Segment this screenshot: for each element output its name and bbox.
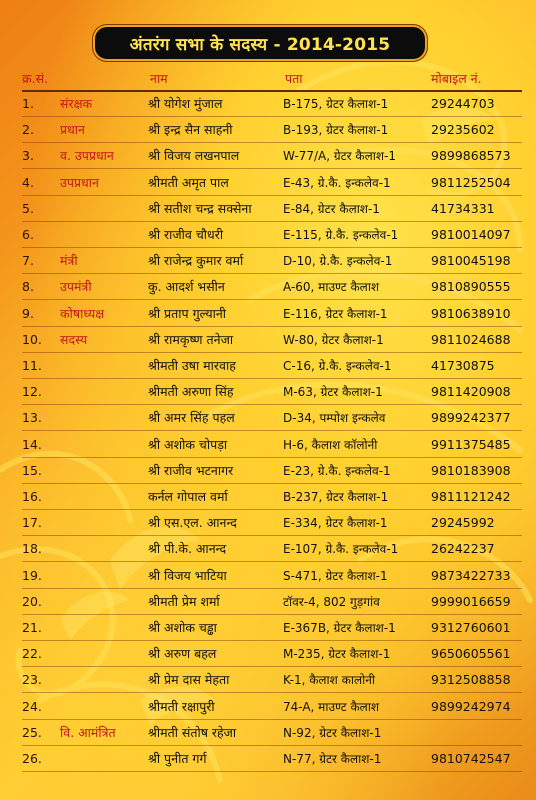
table-row <box>0 722 536 744</box>
member-number: 24. <box>22 698 42 714</box>
table-row <box>0 355 536 377</box>
member-post: व. उपप्रधान <box>60 148 114 164</box>
member-name: श्रीमती अरुणा सिंह <box>148 384 234 400</box>
member-address: W-80, ग्रेटर कैलाश-1 <box>283 332 384 347</box>
member-address: D-34, पम्पोश इन्कलेव <box>283 411 386 426</box>
table-row <box>0 591 536 613</box>
row-divider <box>22 299 522 300</box>
member-number: 13. <box>22 410 42 426</box>
table-row <box>0 486 536 508</box>
member-number: 21. <box>22 620 42 635</box>
member-number: 12. <box>22 384 42 400</box>
header-name: नाम <box>150 71 168 86</box>
member-name: कु. आदर्श भसीन <box>148 279 225 295</box>
member-number: 15. <box>22 462 42 478</box>
member-number: 16. <box>22 489 42 504</box>
member-address: B-237, ग्रेटर कैलाश-1 <box>283 490 389 504</box>
row-divider <box>22 457 522 458</box>
member-address: A-60, माउण्ट कैलाश <box>283 280 380 295</box>
header-address: पता <box>285 71 303 86</box>
row-divider <box>22 142 522 143</box>
member-name: श्री एस.एल. आनन्द <box>148 515 237 531</box>
member-number: 26. <box>22 751 42 766</box>
member-number: 10. <box>22 331 42 347</box>
row-divider <box>22 771 522 772</box>
member-mobile: 9911375485 <box>431 436 511 452</box>
page-title: अंतरंग सभा के सदस्य - 2014-2015 <box>129 34 391 55</box>
row-divider <box>22 588 522 589</box>
member-number: 18. <box>22 541 42 557</box>
row-divider <box>22 640 522 641</box>
member-name: श्री अमर सिंह पहल <box>148 410 235 426</box>
table-row <box>0 512 536 534</box>
member-mobile: 9312760601 <box>431 620 511 635</box>
row-divider <box>22 195 522 196</box>
member-number: 7. <box>22 253 34 269</box>
table-header <box>0 68 536 90</box>
member-address: 74-A, माउण्ट कैलाश <box>283 699 380 714</box>
member-name: श्री राजीव भटनागर <box>148 462 234 478</box>
member-number: 2. <box>22 122 34 138</box>
header-mobile: मोबाइल नं. <box>431 71 482 86</box>
member-mobile: 9312508858 <box>431 672 511 688</box>
member-number: 3. <box>22 148 34 164</box>
table-row <box>0 669 536 691</box>
member-address: E-43, ग्रे.कै. इन्कलेव-1 <box>283 175 391 190</box>
table-row <box>0 329 536 351</box>
member-name: श्री विजय लखनपाल <box>148 148 240 164</box>
member-address: M-63, ग्रेटर कैलाश-1 <box>283 385 383 400</box>
table-row <box>0 250 536 272</box>
member-mobile: 9811121242 <box>431 489 511 504</box>
member-mobile: 9810183908 <box>431 462 511 478</box>
member-name: श्री अरुण बहल <box>148 646 217 662</box>
member-number: 8. <box>22 279 34 295</box>
member-address: H-6, कैलाश कॉलोनी <box>283 437 378 452</box>
member-address: N-77, ग्रेटर कैलाश-1 <box>283 752 382 766</box>
table-row <box>0 617 536 639</box>
member-address: W-77/A, ग्रेटर कैलाश-1 <box>283 149 396 164</box>
member-mobile: 9899242974 <box>431 698 511 714</box>
member-address: B-175, ग्रेटर कैलाश-1 <box>283 97 389 111</box>
member-address: M-235, ग्रेटर कैलाश-1 <box>283 647 391 662</box>
member-number: 22. <box>22 646 42 662</box>
table-row <box>0 538 536 560</box>
member-name: श्री अशोक चड्ढा <box>148 620 217 635</box>
table-row <box>0 696 536 718</box>
table-row <box>0 303 536 325</box>
member-address: D-10, ग्रे.कै. इन्कलेव-1 <box>283 254 393 269</box>
member-name: श्री राजीव चौधरी <box>148 227 224 242</box>
member-address: E-367B, ग्रेटर कैलाश-1 <box>283 621 396 635</box>
table-row <box>0 643 536 665</box>
member-name: श्रीमती रक्षापुरी <box>148 698 215 714</box>
member-post: उपप्रधान <box>60 174 99 190</box>
member-address: E-107, ग्रे.कै. इन्कलेव-1 <box>283 542 399 557</box>
member-name: श्री सतीश चन्द्र सक्सेना <box>148 200 252 216</box>
row-divider <box>22 404 522 405</box>
row-divider <box>22 352 522 353</box>
row-divider <box>22 116 522 117</box>
member-address: E-84, ग्रेटर कैलाश-1 <box>283 201 380 216</box>
row-divider <box>22 719 522 720</box>
member-name: श्री विजय भाटिया <box>148 567 227 583</box>
member-name: श्रीमती प्रेम शर्मा <box>148 593 220 609</box>
table-row <box>0 381 536 403</box>
member-post: सदस्य <box>60 331 88 347</box>
row-divider <box>22 168 522 169</box>
member-name: श्रीमती अमृत पाल <box>148 174 229 190</box>
member-number: 17. <box>22 515 42 531</box>
member-mobile: 41730875 <box>431 358 495 373</box>
table-row <box>0 93 536 115</box>
member-name: श्री पुनीत गर्ग <box>148 751 207 766</box>
member-post: मंत्री <box>60 253 78 269</box>
member-mobile: 41734331 <box>431 200 495 216</box>
header-divider <box>22 90 522 92</box>
member-number: 1. <box>22 96 34 111</box>
member-address: N-92, ग्रेटर कैलाश-1 <box>283 725 382 740</box>
member-number: 5. <box>22 200 34 216</box>
member-name: कर्नल गोपाल वर्मा <box>148 489 228 504</box>
member-mobile: 9899242377 <box>431 410 511 426</box>
member-number: 19. <box>22 567 42 583</box>
member-address: S-471, ग्रेटर कैलाश-1 <box>283 568 388 583</box>
member-number: 20. <box>22 593 42 609</box>
member-mobile: 9811420908 <box>431 384 511 400</box>
row-divider <box>22 378 522 379</box>
member-post: कोषाध्यक्ष <box>60 305 105 321</box>
row-divider <box>22 221 522 222</box>
table-row <box>0 198 536 220</box>
member-number: 25. <box>22 724 42 740</box>
row-divider <box>22 745 522 746</box>
row-divider <box>22 666 522 667</box>
member-address: E-23, ग्रे.कै. इन्कलेव-1 <box>283 463 391 478</box>
member-mobile: 9810742547 <box>431 751 511 766</box>
member-post: वि. आमंत्रित <box>60 724 116 740</box>
member-mobile: 9810638910 <box>431 305 511 321</box>
member-mobile: 9810014097 <box>431 227 511 242</box>
member-number: 11. <box>22 358 42 373</box>
row-divider <box>22 430 522 431</box>
table-row <box>0 565 536 587</box>
member-mobile: 9810890555 <box>431 279 511 295</box>
row-divider <box>22 561 522 562</box>
member-mobile: 9810045198 <box>431 253 511 269</box>
member-name: श्री रामकृष्ण तनेजा <box>148 331 234 347</box>
table-row <box>0 434 536 456</box>
member-name: श्री प्रेम दास मेहता <box>148 672 230 688</box>
header-num: क्र.सं. <box>22 71 48 86</box>
member-mobile: 9650605561 <box>431 646 511 662</box>
table-row <box>0 407 536 429</box>
member-mobile: 9811252504 <box>431 174 511 190</box>
member-address: टॉवर-4, 802 गुड़गांव <box>283 594 380 609</box>
member-mobile: 9873422733 <box>431 567 511 583</box>
row-divider <box>22 273 522 274</box>
member-name: श्री योगेश मुंजाल <box>148 96 223 111</box>
table-row <box>0 172 536 194</box>
member-name: श्री प्रताप गुल्यानी <box>148 305 227 321</box>
row-divider <box>22 535 522 536</box>
table-row <box>0 276 536 298</box>
row-divider <box>22 692 522 693</box>
table-row <box>0 460 536 482</box>
row-divider <box>22 483 522 484</box>
member-number: 14. <box>22 436 42 452</box>
member-post: उपमंत्री <box>60 279 92 295</box>
member-mobile: 9899868573 <box>431 148 511 164</box>
member-mobile: 29245992 <box>431 515 495 531</box>
member-name: श्रीमती संतोष रहेजा <box>148 724 237 740</box>
member-name: श्री अशोक चोपड़ा <box>148 436 228 452</box>
member-mobile: 9999016659 <box>431 593 511 609</box>
member-address: C-16, ग्रे.कै. इन्कलेव-1 <box>283 359 392 373</box>
member-post: प्रधान <box>60 122 85 138</box>
table-row <box>0 748 536 770</box>
member-mobile: 26242237 <box>431 541 495 557</box>
member-post: संरक्षक <box>60 96 93 111</box>
table-row <box>0 224 536 246</box>
row-divider <box>22 614 522 615</box>
member-name: श्रीमती उषा मारवाह <box>148 358 236 373</box>
title-banner <box>95 27 425 59</box>
member-address: B-193, ग्रेटर कैलाश-1 <box>283 123 389 138</box>
row-divider <box>22 509 522 510</box>
member-name: श्री इन्द्र सैन साहनी <box>148 122 233 138</box>
row-divider <box>22 247 522 248</box>
member-number: 23. <box>22 672 42 688</box>
table-row <box>0 119 536 141</box>
member-number: 6. <box>22 227 34 242</box>
member-mobile: 9811024688 <box>431 331 511 347</box>
member-name: श्री राजेन्द्र कुमार वर्मा <box>148 253 244 269</box>
member-number: 4. <box>22 174 34 190</box>
table-row <box>0 145 536 167</box>
member-address: E-116, ग्रेटर कैलाश-1 <box>283 306 388 321</box>
row-divider <box>22 326 522 327</box>
member-address: K-1, कैलाश कालोनी <box>283 673 375 688</box>
member-address: E-115, ग्रे.कै. इन्कलेव-1 <box>283 228 399 242</box>
member-mobile: 29244703 <box>431 96 495 111</box>
member-mobile: 29235602 <box>431 122 495 138</box>
member-number: 9. <box>22 305 34 321</box>
member-address: E-334, ग्रेटर कैलाश-1 <box>283 516 388 531</box>
member-name: श्री पी.के. आनन्द <box>148 541 227 557</box>
